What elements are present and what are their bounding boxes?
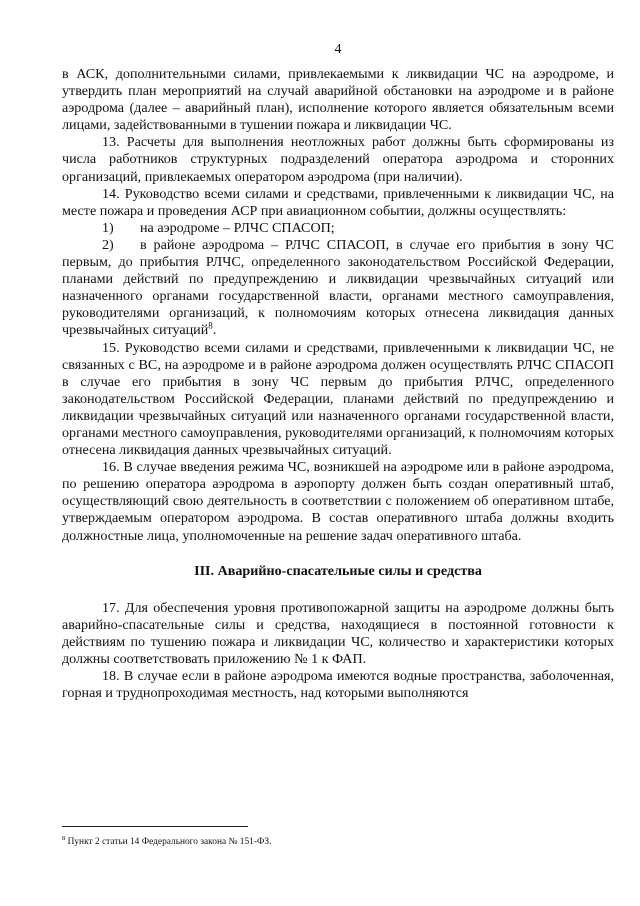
paragraph-17: 17. Для обеспечения уровня противопожарной защиты на аэродроме должны быть аварийно-спасательные силы и средства, находящиеся в постоянной готовности к действиям по тушению пожара и ликвидации ЧС, количество и характеристики которых должны соответствовать приложению № 1 к ФАП. [62, 599, 614, 667]
list-item-text: на аэродроме – РЛЧС СПАСОП; [140, 219, 335, 236]
document-body [62, 66, 614, 702]
footnote-mark: 8 [62, 834, 66, 842]
list-item-text: в районе аэродрома – РЛЧС СПАСОП, в случае его прибытия в зону ЧС первым, до прибытия РЛЧС, определенного законодательством Российской Федерации, планами действий по предупреждению и ликвидации чрезвычайных ситуаций или назначенного органами государственной власти, органами местного самоуправления, руководителями организаций, к полномочиям которых отнесена ликвидация данных чрезвычайных ситуаций [62, 236, 614, 339]
paragraph-14: 14. Руководство всеми силами и средствами, привлеченными к ликвидации ЧС, на месте пожара и проведения АСР при авиационном событии, должны осуществлять: [62, 185, 614, 219]
section-heading: III. Аварийно-спасательные силы и средства [194, 562, 482, 579]
footnote [62, 836, 614, 848]
list-item-number: 2) [102, 236, 114, 253]
paragraph-16: 16. В случае введения режима ЧС, возникшей на аэродроме или в районе аэродрома, по решению оператора аэродрома в аэропорту должен быть создан оперативный штаб, осуществляющий свою деятельность в соответствии с положением об оперативном штабе, утверждаемым оператором аэродрома. В состав оперативного штаба должны входить должностные лица, уполномоченные на решение задач оперативного штаба. [62, 459, 614, 544]
paragraph-18: 18. В случае если в районе аэродрома имеются водные пространства, заболоченная, горная и труднопроходимая местность, над которыми выполняются [62, 668, 614, 702]
document-page [62, 0, 614, 906]
footnote-separator [62, 826, 248, 827]
page-number: 4 [334, 42, 342, 57]
paragraph-continuation: в АСК, дополнительными силами, привлекаемыми к ликвидации ЧС на аэродроме, и утвердить план мероприятий на случай аварийной обстановки на аэродроме и в районе аэродрома (далее – аварийный план), исполнение которого является обязательным всеми лицами, задействованными в тушении пожара и ликвидации ЧС. [62, 66, 614, 134]
list-item-2 [62, 237, 614, 340]
paragraph-13: 13. Расчеты для выполнения неотложных работ должны быть сформированы из числа работников структурных подразделений оператора аэродрома и сторонних организаций, привлекаемых оператором аэродрома (при наличии). [62, 134, 614, 185]
paragraph-15: 15. Руководство всеми силами и средствами, привлеченными к ликвидации ЧС, не связанных с ВС, на аэродроме и в районе аэродрома должен осуществлять РЛЧС СПАСОП в случае его прибытия в зону ЧС первым до прибытия РЛЧС, определенного законодательством Российской Федерации, планами действий по предупреждению и ликвидации чрезвычайных ситуаций или назначенного органами государственной власти, органами местного самоуправления, руководителями организаций, к полномочиям которых отнесена ликвидация данных чрезвычайных ситуаций. [62, 339, 614, 459]
list-item-1 [62, 220, 614, 237]
list-item-tail: . [212, 322, 217, 339]
footnote-reference: 8 [208, 320, 213, 331]
list-item-number: 1) [102, 219, 114, 236]
footnote-text: Пункт 2 статьи 14 Федерального закона № 151-ФЗ. [65, 837, 272, 847]
